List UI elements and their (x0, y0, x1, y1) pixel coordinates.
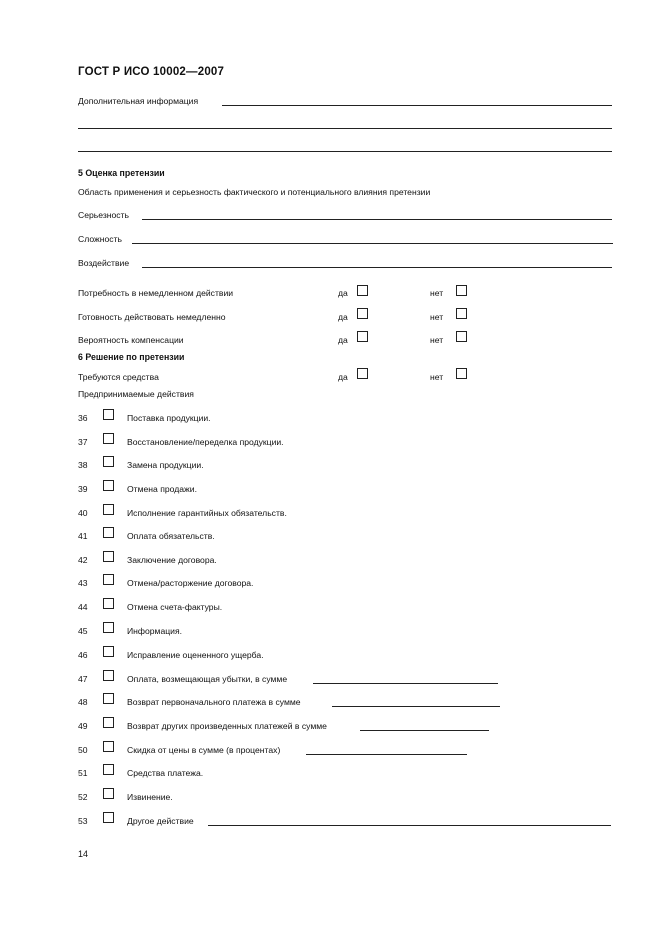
compensation-no-label: нет (430, 335, 444, 345)
action-49-checkbox[interactable] (103, 717, 114, 728)
section-5-intro: Область применения и серьезность фактического и потенциального влияния претензии (78, 187, 431, 197)
immediate-need-yes-checkbox[interactable] (357, 285, 368, 296)
action-40-number: 40 (78, 508, 88, 518)
action-45-checkbox[interactable] (103, 622, 114, 633)
means-no-checkbox[interactable] (456, 368, 467, 379)
readiness-yes-checkbox[interactable] (357, 308, 368, 319)
action-50-number: 50 (78, 745, 88, 755)
action-38-text: Замена продукции. (127, 460, 204, 470)
action-49-text: Возврат других произведенных платежей в сумме (127, 721, 327, 731)
immediate-need-yes-label: да (338, 288, 348, 298)
action-53-checkbox[interactable] (103, 812, 114, 823)
means-yes-label: да (338, 372, 348, 382)
action-39-checkbox[interactable] (103, 480, 114, 491)
means-required-label: Требуются средства (78, 372, 159, 382)
action-51-checkbox[interactable] (103, 764, 114, 775)
action-50-text: Скидка от цены в сумме (в процентах) (127, 745, 281, 755)
action-49-number: 49 (78, 721, 88, 731)
action-50-percent-line[interactable] (306, 754, 467, 755)
action-46-text: Исправление оцененного ущерба. (127, 650, 264, 660)
action-40-text: Исполнение гарантийных обязательств. (127, 508, 287, 518)
action-38-number: 38 (78, 460, 88, 470)
immediate-need-no-label: нет (430, 288, 444, 298)
action-44-text: Отмена счета-фактуры. (127, 602, 223, 612)
compensation-yes-checkbox[interactable] (357, 331, 368, 342)
action-37-number: 37 (78, 437, 88, 447)
severity-label: Серьезность (78, 210, 130, 220)
severity-line[interactable] (142, 219, 612, 220)
action-47-amount-line[interactable] (313, 683, 498, 684)
action-48-text: Возврат первоначального платежа в сумме (127, 697, 301, 707)
additional-info-line-1[interactable] (222, 105, 612, 106)
complexity-label: Сложность (78, 234, 122, 244)
additional-info-label: Дополнительная информация (78, 96, 199, 106)
action-43-checkbox[interactable] (103, 574, 114, 585)
action-50-checkbox[interactable] (103, 741, 114, 752)
action-53-text: Другое действие (127, 816, 194, 826)
action-36-number: 36 (78, 413, 88, 423)
action-43-text: Отмена/расторжение договора. (127, 578, 254, 588)
action-38-checkbox[interactable] (103, 456, 114, 467)
action-39-text: Отмена продажи. (127, 484, 197, 494)
readiness-yes-label: да (338, 312, 348, 322)
immediate-need-no-checkbox[interactable] (456, 285, 467, 296)
action-36-text: Поставка продукции. (127, 413, 211, 423)
action-42-text: Заключение договора. (127, 555, 217, 565)
additional-info-line-3[interactable] (78, 151, 612, 152)
action-41-number: 41 (78, 531, 88, 541)
action-42-checkbox[interactable] (103, 551, 114, 562)
action-46-number: 46 (78, 650, 88, 660)
action-36-checkbox[interactable] (103, 409, 114, 420)
action-39-number: 39 (78, 484, 88, 494)
action-49-amount-line[interactable] (360, 730, 489, 731)
compensation-no-checkbox[interactable] (456, 331, 467, 342)
action-44-number: 44 (78, 602, 88, 612)
impact-line[interactable] (142, 267, 612, 268)
compensation-yes-label: да (338, 335, 348, 345)
readiness-label: Готовность действовать немедленно (78, 312, 226, 322)
additional-info-line-2[interactable] (78, 128, 612, 129)
action-47-text: Оплата, возмещающая убытки, в сумме (127, 674, 288, 684)
section-6-title: 6 Решение по претензии (78, 352, 185, 362)
immediate-need-label: Потребность в немедленном действии (78, 288, 234, 298)
readiness-no-label: нет (430, 312, 444, 322)
action-37-checkbox[interactable] (103, 433, 114, 444)
action-48-checkbox[interactable] (103, 693, 114, 704)
action-53-other-line[interactable] (208, 825, 611, 826)
action-44-checkbox[interactable] (103, 598, 114, 609)
page-number: 14 (78, 849, 89, 859)
standard-title: ГОСТ Р ИСО 10002—2007 (78, 66, 225, 78)
action-52-number: 52 (78, 792, 88, 802)
action-51-number: 51 (78, 768, 88, 778)
action-52-text: Извинение. (127, 792, 173, 802)
action-53-number: 53 (78, 816, 88, 826)
action-42-number: 42 (78, 555, 88, 565)
action-37-text: Восстановление/переделка продукции. (127, 437, 284, 447)
readiness-no-checkbox[interactable] (456, 308, 467, 319)
compensation-label: Вероятность компенсации (78, 335, 184, 345)
action-51-text: Средства платежа. (127, 768, 204, 778)
action-47-number: 47 (78, 674, 88, 684)
means-no-label: нет (430, 372, 444, 382)
action-45-number: 45 (78, 626, 88, 636)
action-46-checkbox[interactable] (103, 646, 114, 657)
means-yes-checkbox[interactable] (357, 368, 368, 379)
complexity-line[interactable] (132, 243, 613, 244)
action-41-checkbox[interactable] (103, 527, 114, 538)
action-45-text: Информация. (127, 626, 183, 636)
action-47-checkbox[interactable] (103, 670, 114, 681)
action-48-number: 48 (78, 697, 88, 707)
action-43-number: 43 (78, 578, 88, 588)
action-40-checkbox[interactable] (103, 504, 114, 515)
action-41-text: Оплата обязательств. (127, 531, 215, 541)
impact-label: Воздействие (78, 258, 130, 268)
action-48-amount-line[interactable] (332, 706, 500, 707)
actions-title: Предпринимаемые действия (78, 389, 194, 399)
section-5-title: 5 Оценка претензии (78, 168, 165, 178)
action-52-checkbox[interactable] (103, 788, 114, 799)
